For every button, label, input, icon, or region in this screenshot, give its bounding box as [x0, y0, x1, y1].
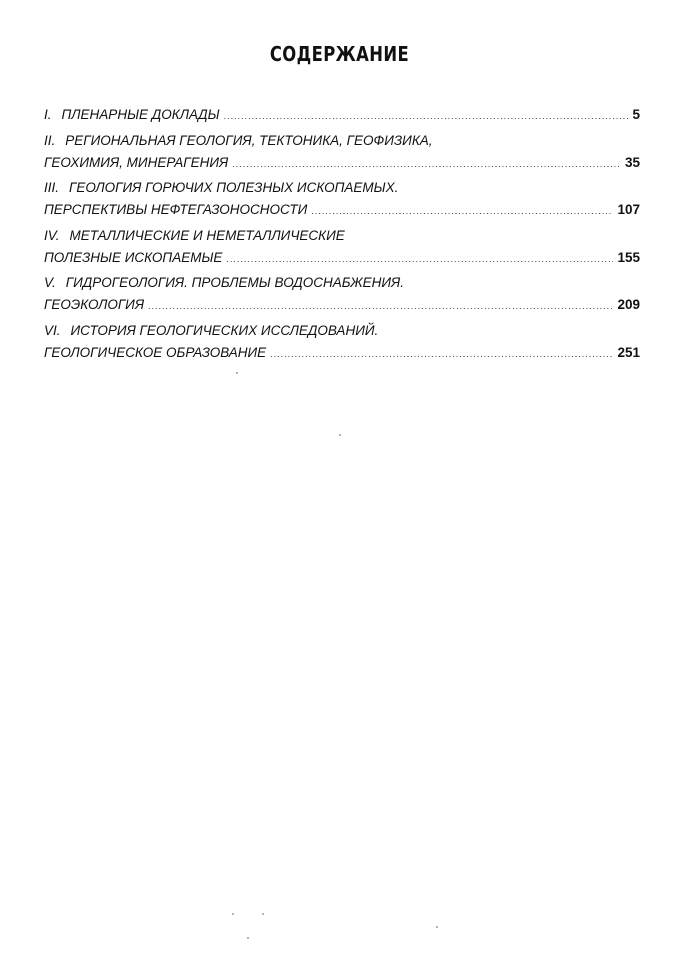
toc-entry-page: 251: [617, 344, 640, 360]
dot-leader: [224, 105, 629, 127]
toc-entry-page: 107: [617, 202, 640, 217]
toc-entry-page: 35: [624, 154, 640, 170]
toc-entry-line: [44, 342, 640, 365]
toc-entry-line: [44, 199, 640, 222]
toc-entry-text: [44, 104, 220, 126]
toc-entry-6: [44, 320, 640, 365]
scan-speck: [339, 434, 341, 436]
toc-entry-1: [44, 104, 640, 127]
toc-entry-title-continued: ПЕРСПЕКТИВЫ НЕФТЕГАЗОНОСНОСТИ: [44, 202, 308, 217]
toc-entry-line: [44, 247, 640, 270]
toc-entry-title: МЕТАЛЛИЧЕСКИЕ И НЕМЕТАЛЛИЧЕСКИЕ: [69, 227, 345, 243]
scan-speck: [247, 937, 249, 939]
toc-entry-2: [44, 130, 640, 175]
toc-entry-text: [44, 177, 640, 199]
toc-entry-text: [44, 130, 640, 152]
toc-entry-page: 209: [617, 297, 640, 312]
toc-entry-number: III.: [44, 180, 60, 195]
toc-entry-number: IV.: [44, 227, 60, 243]
toc-entry-line: [44, 294, 640, 317]
toc-entry-text: [44, 320, 640, 342]
scan-speck: [232, 913, 234, 915]
toc-entry-line: [44, 152, 640, 175]
toc-entry-text: [44, 272, 640, 294]
toc-entry-title: ИСТОРИЯ ГЕОЛОГИЧЕСКИХ ИССЛЕДОВАНИЙ.: [70, 322, 379, 338]
toc-entry-number: VI.: [44, 322, 61, 338]
toc-entry-5: [44, 272, 640, 317]
dot-leader: [311, 200, 613, 222]
toc-entry-title: ГЕОЛОГИЯ ГОРЮЧИХ ПОЛЕЗНЫХ ИСКОПАЕМЫХ.: [69, 180, 399, 195]
toc-entry-number: I.: [44, 107, 52, 122]
toc-entry-title: ПЛЕНАРНЫЕ ДОКЛАДЫ: [61, 107, 220, 122]
page-title: СОДЕРЖАНИЕ: [269, 42, 410, 66]
toc-entry-title-continued: ГЕОЛОГИЧЕСКОЕ ОБРАЗОВАНИЕ: [44, 344, 267, 360]
toc-entry-title-continued: ПОЛЕЗНЫЕ ИСКОПАЕМЫЕ: [44, 249, 223, 265]
toc-entry-title-continued: ГЕОЭКОЛОГИЯ: [44, 297, 145, 312]
scan-speck: [236, 372, 238, 374]
dot-leader: [226, 248, 613, 270]
toc-entry-number: II.: [44, 132, 56, 148]
toc-entry-line: [44, 104, 640, 127]
dot-leader: [232, 153, 621, 175]
toc-entry-3: [44, 177, 640, 222]
dot-leader: [148, 295, 613, 317]
toc-entry-text: [44, 225, 640, 247]
toc-entry-4: [44, 225, 640, 270]
toc-entry-title-continued: ГЕОХИМИЯ, МИНЕРАГЕНИЯ: [44, 154, 229, 170]
table-of-contents: [44, 104, 640, 367]
scan-speck: [262, 913, 264, 915]
toc-entry-page: 5: [632, 107, 640, 122]
scan-speck: [436, 926, 438, 928]
toc-entry-title: РЕГИОНАЛЬНАЯ ГЕОЛОГИЯ, ТЕКТОНИКА, ГЕОФИЗИКА,: [65, 132, 433, 148]
toc-entry-page: 155: [617, 249, 640, 265]
toc-entry-title: ГИДРОГЕОЛОГИЯ. ПРОБЛЕМЫ ВОДОСНАБЖЕНИЯ.: [65, 275, 404, 290]
dot-leader: [270, 343, 613, 365]
toc-entry-number: V.: [44, 275, 56, 290]
